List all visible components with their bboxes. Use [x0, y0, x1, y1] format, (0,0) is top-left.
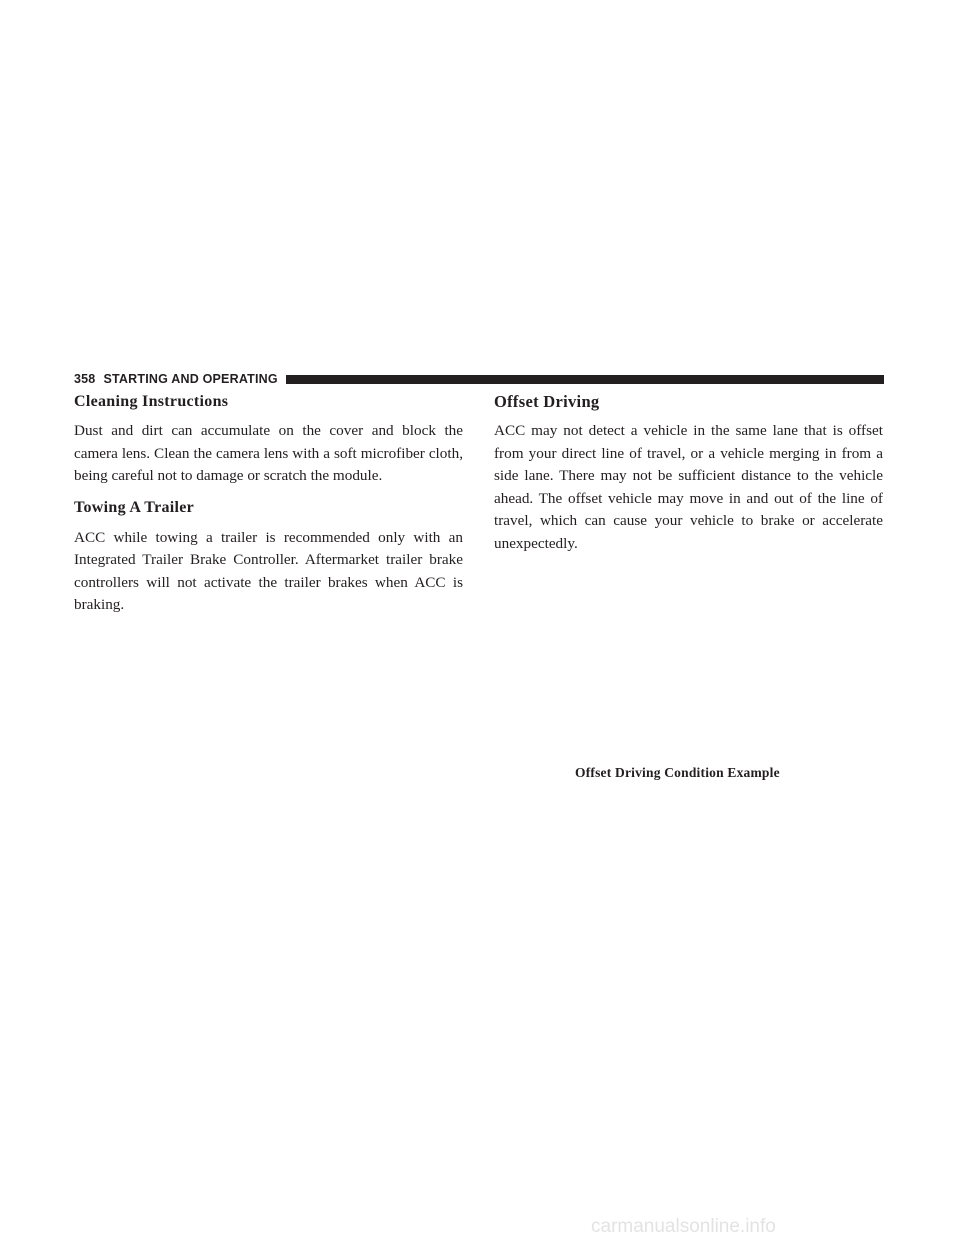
towing-paragraph: ACC while towing a trailer is recommended only with an Integrated Trailer Brake Controller. Aftermarket trailer brake controllers will not activate the trailer brakes when ACC is braking. — [74, 528, 463, 613]
watermark: carmanualsonline.info — [591, 1216, 776, 1237]
page-header — [74, 371, 884, 387]
right-column — [494, 392, 883, 555]
cleaning-heading: Cleaning Instructions — [74, 393, 229, 410]
offset-paragraph: ACC may not detect a vehicle in the same lane that is offset from your direct line of travel, or a vehicle merging in from a side lane. There may not be sufficient distance to the vehicle ahead. The offset vehicle may move in and out of the line of travel, which can cause your vehicle to brake or accelerate unexpectedly. — [494, 422, 883, 552]
towing-heading: Towing A Trailer — [74, 498, 195, 516]
page-number: 358 — [74, 372, 96, 386]
figure-caption: Offset Driving Condition Example — [575, 765, 780, 780]
section-title: STARTING AND OPERATING — [103, 372, 278, 386]
left-column — [74, 392, 463, 617]
cleaning-paragraph: Dust and dirt can accumulate on the cover and block the camera lens. Clean the camera lens with a soft microfiber cloth, being careful not to damage or scratch the module. — [74, 422, 463, 484]
offset-heading: Offset Driving — [494, 392, 600, 411]
header-rule — [286, 375, 884, 384]
